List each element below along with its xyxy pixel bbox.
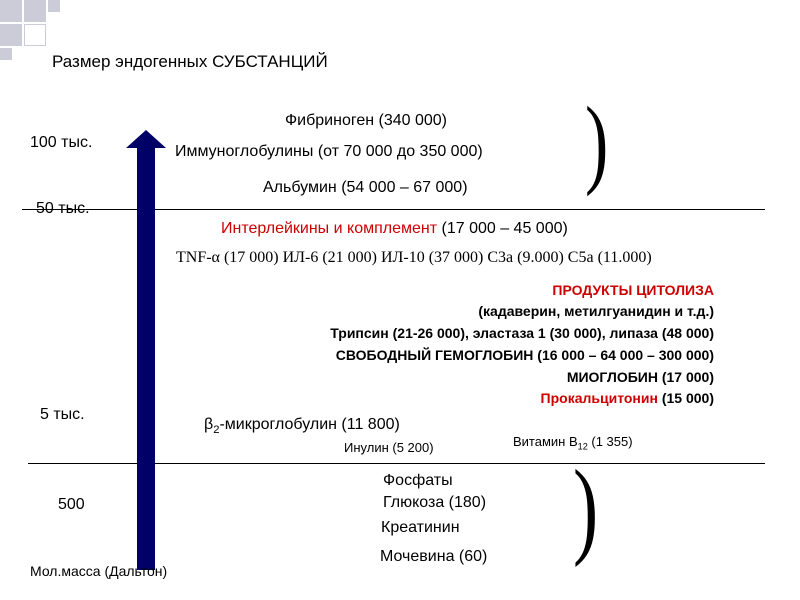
free-hemoglobin-label: СВОБОДНЫЙ ГЕМОГЛОБИН (16 000 – 64 000 – 300 000) [335,347,714,363]
corner-square [0,0,22,22]
cytolysis-subtitle: (кадаверин, метилгуанидин и т.д.) [478,303,714,319]
beta2-prefix: β [204,416,214,433]
beta2-rest: -микроглобулин (11 800) [219,416,400,433]
vitamin-prefix: Витамин В [513,434,578,449]
procalcitonin-value-text: (15 000) [661,390,714,406]
interleukins-label [221,220,568,238]
urea-label: Мочевина (60) [380,548,488,565]
fibrinogen-label: Фибриноген (340 000) [285,112,447,129]
corner-square [0,24,22,46]
interleukins-red-text: Интерлейкины и комплемент [221,220,438,237]
cytolysis-title: ПРОДУКТЫ ЦИТОЛИЗА [552,282,714,298]
scale-label-5k: 5 тыс. [40,406,85,423]
procalcitonin-label [541,390,714,406]
glucose-label: Глюкоза (180) [383,494,487,511]
corner-square [0,48,12,60]
scale-label-100k: 100 тыс. [30,134,93,151]
vitamin-subscript: 12 [577,441,588,452]
vitamin-value: (1 355) [587,434,633,449]
scale-label-50k: 50 тыс. [36,200,90,217]
creatinine-label: Креатинин [381,519,460,536]
interleukins-range-text: (17 000 – 45 000) [441,220,568,237]
cytokines-label: TNF-α (17 000) ИЛ-6 (21 000) ИЛ-10 (37 000) С3а (9.000) С5а (11.000) [176,249,652,266]
corner-square [48,0,60,12]
bottom-bracket: ) [573,449,599,568]
trypsin-label: Трипсин (21-26 000), эластаза 1 (30 000), липаза (48 000) [330,325,714,341]
axis-label: Мол.масса (Дальтон) [30,563,168,579]
molecular-mass-arrow [126,130,166,570]
myoglobin-label: МИОГЛОБИН (17 000) [566,369,714,385]
top-bracket: ) [585,86,609,197]
beta2-microglobulin-label [204,416,400,436]
phosphates-label: Фосфаты [383,472,453,489]
immunoglobulins-label: Иммуноглобулины (от 70 000 до 350 000) [175,143,483,160]
corner-square [24,24,46,46]
page-title: Размер эндогенных СУБСТАНЦИЙ [52,52,328,71]
procalcitonin-red-text: Прокальцитонин [540,390,658,406]
scale-label-500: 500 [58,496,85,513]
corner-square [24,0,46,22]
albumin-label: Альбумин (54 000 – 67 000) [263,179,468,196]
inulin-label: Инулин (5 200) [344,440,434,455]
beta2-subscript: 2 [213,424,220,437]
